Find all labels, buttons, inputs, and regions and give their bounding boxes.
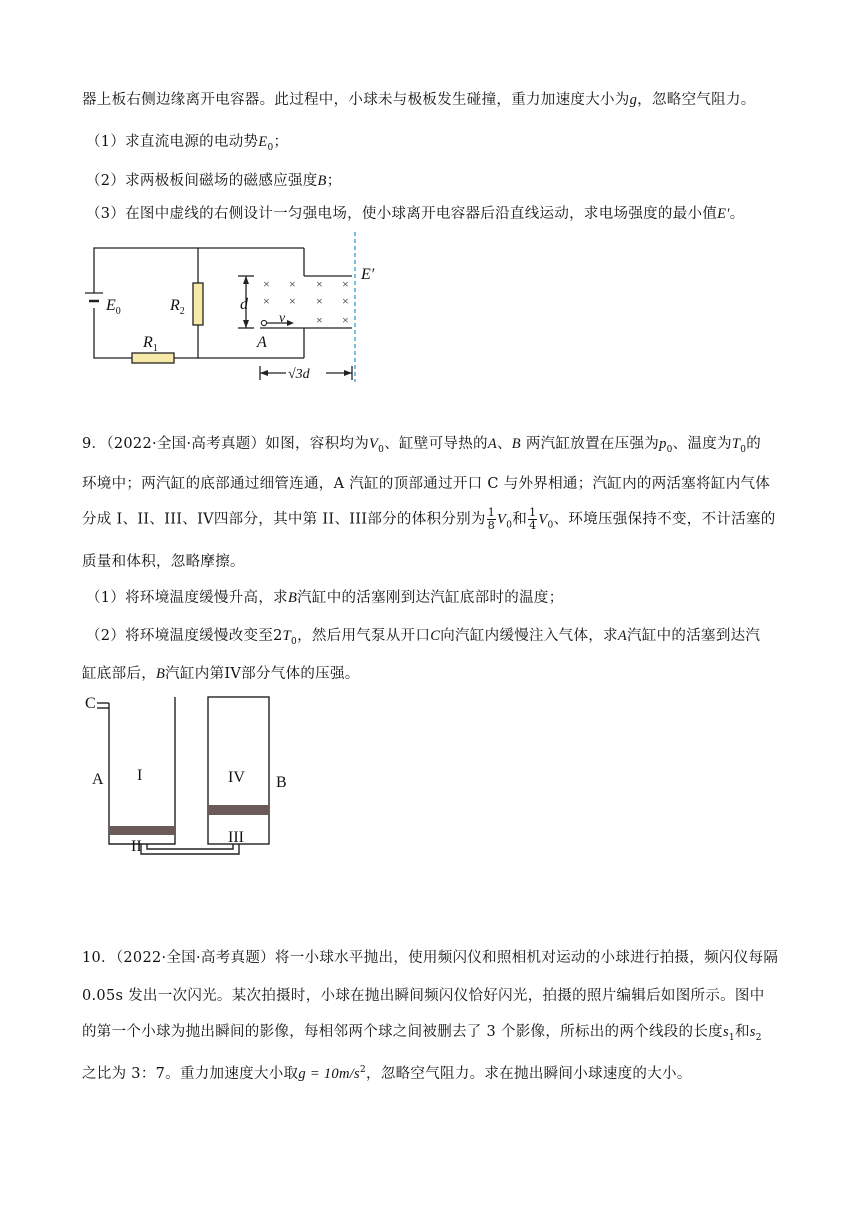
label-r2: $R_2$ [170,297,185,317]
label-region-iv: IV [228,769,245,786]
q8-part1: （1）求直流电源的电动势$E_0$； [86,134,289,153]
label-region-i: I [137,767,143,784]
q9-line3: 分成 I、II、III、IV四部分，其中第 II、III部分的体积分别为 $\frac{1}{8}$ $V_0$和 $\frac{1}{4}$ $V_0$、环境压强保持不变，不计活塞的 [82,506,776,532]
label-d: d [240,296,248,313]
q8-text-line1: 器上板右侧边缘离开电容器。此过程中，小球未与极板发生碰撞，重力加速度大小为g，忽略空气阻力。 [82,92,756,108]
cross-mark: × [316,294,323,308]
cross-mark: × [342,277,349,291]
q9-line2: 环境中；两汽缸的底部通过细管连通，A 汽缸的顶部通过开口 C 与外界相通；汽缸内的两活塞将缸内气体 [82,476,771,492]
label-width: √3d [288,367,310,382]
cross-mark: × [342,313,349,327]
circuit-diagram [80,230,390,385]
label-a: A [257,334,267,351]
q9-part1: （1）将环境温度缓慢升高，求B汽缸中的活塞刚到达汽缸底部时的温度； [86,590,564,606]
cross-mark: × [289,277,296,291]
fraction: $\frac{1}{8}$ [487,506,496,532]
q9-part2-line2: 缸底部后，B汽缸内第IV部分气体的压强。 [82,666,360,682]
cross-mark: × [263,277,270,291]
label-c: C [85,695,96,712]
q9-line1: 9．（2022·全国·高考真题）如图，容积均为$V_0$、缸壁可导热的A、B 两汽缸放置在压强为$p_0$、温度为$T_0$的 [82,436,762,455]
cross-mark: × [263,294,270,308]
cylinders-diagram [85,688,305,868]
label-b: B [276,774,287,791]
q9-line4: 质量和体积，忽略摩擦。 [82,554,245,570]
label-eprime: E′ [361,266,375,283]
label-r1: $R_1$ [143,334,158,354]
q10-line2: 0.05s 发出一次闪光。某次拍摄时，小球在抛出瞬间频闪仪恰好闪光，拍摄的照片编辑后如图所示。图中 [82,988,765,1004]
q9-part2-line1: （2）将环境温度缓慢改变至$2T_0$，然后用气泵从开口C向汽缸内缓慢注入气体，求A汽缸中的活塞到达汽 [86,628,761,647]
fraction: $\frac{1}{4}$ [529,506,537,532]
label-region-ii: II [131,838,142,855]
label-v: v [279,311,286,326]
cross-mark: × [316,313,323,327]
label-e0: $E_0$ [106,297,121,317]
q10-line4: 之比为 3：7。重力加速度大小取$g = 10m/s^2$，忽略空气阻力。求在抛出瞬间小球速度的大小。 [82,1065,692,1082]
q10-line3: 的第一个小球为抛出瞬间的影像，每相邻两个球之间被删去了 3 个影像，所标出的两个线段的长度$s_1$和$s_2$ [82,1024,762,1043]
q8-part3: （3）在图中虚线的右侧设计一匀强电场，使小球离开电容器后沿直线运动，求电场强度的最小值E′。 [86,206,745,222]
label-region-iii: III [228,829,244,846]
cross-mark: × [316,277,323,291]
q8-part2: （2）求两极板间磁场的磁感应强度B； [86,173,342,189]
label-a: A [92,771,104,788]
cross-mark: × [342,294,349,308]
cross-mark: × [289,294,296,308]
q10-line1: 10．（2022·全国·高考真题）将一小球水平抛出，使用频闪仪和照相机对运动的小球进行拍摄，频闪仪每隔 [82,950,779,966]
